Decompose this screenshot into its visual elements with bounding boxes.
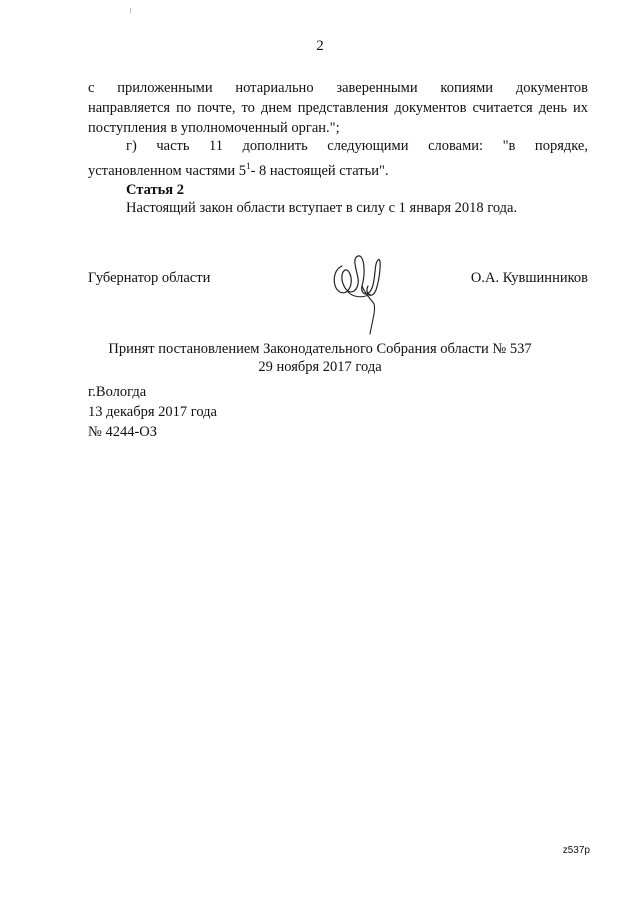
place-block [88, 382, 217, 442]
paragraph-line: поступления в уполномоченный орган."; [88, 120, 340, 136]
signature-image [328, 248, 388, 343]
signature-icon [328, 248, 388, 338]
paragraph-line: г) часть 11 дополнить следующими словами: "в порядке, [126, 138, 588, 154]
superscript: 1 [246, 161, 251, 171]
paragraph-text: - 8 настоящей статьи". [250, 162, 389, 179]
paragraph-text: установленном частями 5 [88, 162, 247, 179]
paragraph-line: с приложенными нотариально заверенными копиями документов [88, 80, 588, 96]
paragraph-line: направляется по почте, то днем представления документов считается день их [88, 100, 588, 116]
governor-label: Губернатор области [88, 270, 211, 286]
adoption-date: 29 ноября 2017 года [258, 359, 382, 375]
governor-name: О.А. Кувшинников [470, 270, 588, 286]
city: г.Вологда [88, 384, 147, 400]
paragraph-line [88, 156, 588, 181]
signing-date: 13 декабря 2017 года [88, 404, 217, 420]
scan-mark [130, 8, 131, 13]
article-text: Настоящий закон области вступает в силу с 1 января 2018 года. [126, 200, 518, 216]
law-number: № 4244-ОЗ [88, 424, 158, 440]
footer-code: z537p [562, 845, 590, 856]
article-title: Статья 2 [126, 182, 184, 198]
page-number: 2 [316, 38, 324, 54]
adoption-line: Принят постановлением Законодательного Собрания области № 537 [108, 341, 532, 357]
adoption-note [0, 340, 640, 376]
